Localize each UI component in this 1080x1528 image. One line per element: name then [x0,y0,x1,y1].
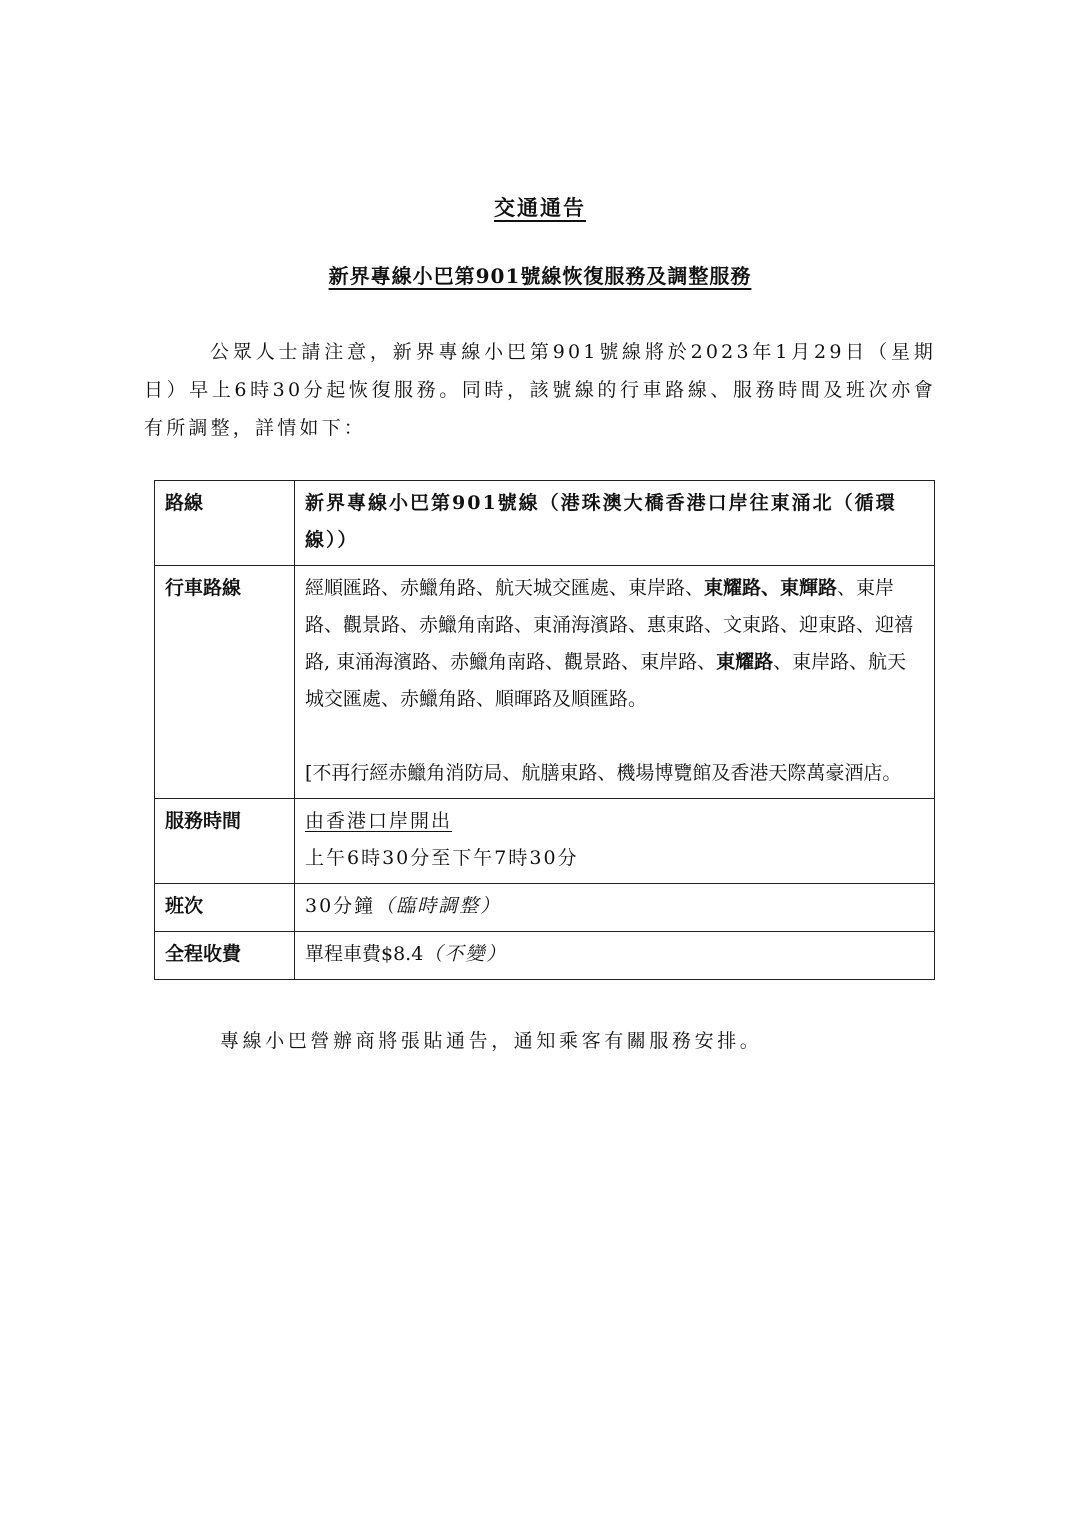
table-row-route [155,481,935,566]
frequency-note: （臨時調整） [375,895,502,917]
table-row-frequency [155,884,935,932]
path-segment: 經順匯路、赤鱲角路、航天城交匯處、東岸路、 [305,577,705,599]
path-segment: 、東岸路、航天城交匯處、赤鱲角路、順暉路及順匯路。 [305,651,907,710]
path-description [305,570,924,718]
path-cell [295,566,935,799]
fare-note: （不變） [423,943,508,965]
path-segment-bold: 東耀路 [716,651,774,673]
hours-value: 上午6時30分至下午7時30分 [305,847,579,869]
closing-paragraph: 專線小巴營辦商將張貼通告，通知乘客有關服務安排。 [220,1030,763,1052]
hours-label: 服務時間 [155,799,295,884]
route-label: 路線 [155,481,295,566]
table-row-path [155,566,935,799]
path-segment: 、東岸路、觀景路、赤鱲角南路、東涌海濱路、惠東路、文東路、迎東路、迎禧路, 東涌海濱路、赤鱲角南路、觀景路、東岸路、 [305,577,914,673]
table-row-fare [155,932,935,980]
notice-title [0,192,1080,222]
intro-paragraph: 公眾人士請注意，新界專線小巴第901號線將於2023年1月29日（星期日）早上6時30分起恢復服務。同時，該號線的行車路線、服務時間及班次亦會有所調整，詳情如下： [144,341,936,439]
path-note: [不再行經赤鱲角消防局、航膳東路、機場博覽館及香港天際萬豪酒店。 [305,762,902,784]
notice-subtitle [0,260,1080,289]
frequency-cell [295,884,935,932]
fare-cell [295,932,935,980]
hours-heading: 由香港口岸開出 [305,810,453,832]
notice-subtitle-text: 新界專線小巴第901號線恢復服務及調整服務 [328,264,752,288]
path-label: 行車路線 [155,566,295,799]
fare-value: 單程車費$8.4 [305,943,424,965]
frequency-value: 30分鐘 [305,895,376,917]
frequency-label: 班次 [155,884,295,932]
table-row-hours [155,799,935,884]
path-segment-bold: 東耀路、東輝路 [704,577,838,599]
service-details-table [154,480,935,980]
notice-title-text: 交通通告 [494,195,586,220]
route-value: 新界專線小巴第901號線（港珠澳大橋香港口岸往東涌北（循環線）） [295,481,935,566]
fare-label: 全程收費 [155,932,295,980]
hours-cell [295,799,935,884]
